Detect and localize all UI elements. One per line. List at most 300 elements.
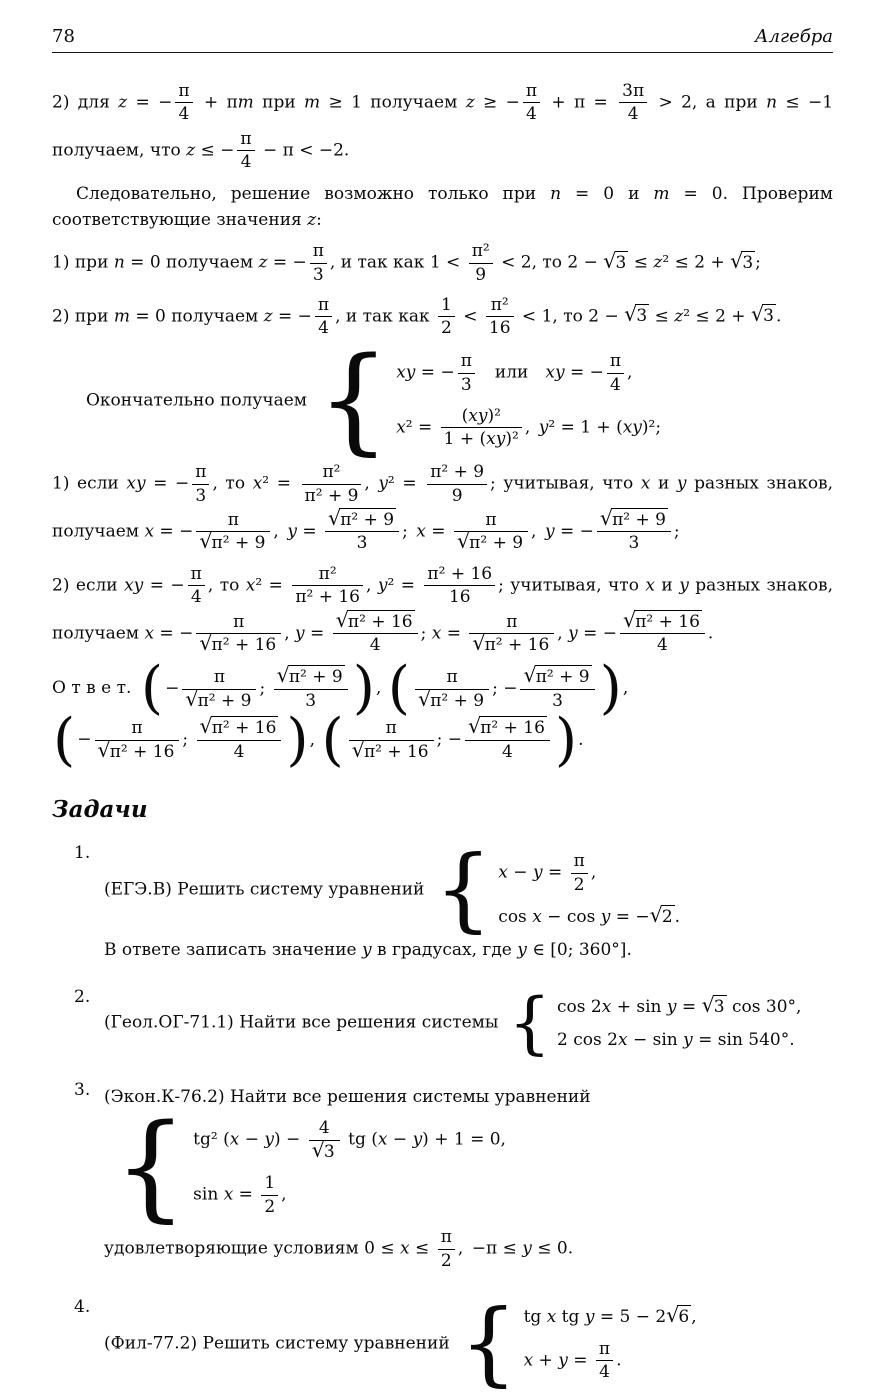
fraction (596, 1339, 613, 1383)
math-variable: x (245, 575, 256, 596)
square-root (666, 1302, 691, 1327)
tuple-content: − $\frac{\pi}{\text{√π² + 9}}$ ; $\frac{\text{√π² + 9}}{3}$ (163, 665, 353, 713)
radical-icon: √ (623, 607, 637, 632)
radical-icon: √ (649, 903, 663, 928)
math-variable: y (666, 996, 677, 1017)
equation-system (508, 984, 802, 1063)
fraction-numerator: π (438, 1227, 455, 1249)
fraction-numerator: π (196, 612, 281, 634)
answer-tuple (53, 706, 309, 773)
fraction-denominator: 4 (526, 104, 537, 125)
answer-tuple (387, 655, 622, 722)
fraction (261, 1173, 278, 1217)
radicand: π² + 16 (484, 635, 550, 656)
radicand: π² + 16 (635, 611, 700, 632)
square-root (623, 607, 702, 632)
fraction-denominator: 3 (552, 690, 563, 711)
fraction-denominator: 4 (369, 635, 381, 656)
math-variable: y (679, 575, 689, 596)
fraction-numerator: π (415, 667, 489, 689)
fraction-denominator (309, 1137, 340, 1162)
math-variable: x (252, 473, 263, 494)
math-variable: m (113, 306, 130, 327)
fraction-denominator: 2 (440, 1250, 452, 1271)
section-heading: Задачи (52, 796, 148, 824)
tuple-content: $\frac{\pi}{\text{√π² + 16}}$ ; − $\frac{\text{√π² + 16}}{4}$ (344, 716, 555, 764)
math-variable: x (144, 623, 155, 644)
math-variable: y (295, 623, 305, 644)
math-variable: xy (622, 417, 642, 438)
radicand: π² + 16 (363, 741, 429, 762)
math-variable: x (144, 521, 155, 542)
fraction-numerator: π (95, 718, 180, 740)
paragraph: 2) при m = 0 получаем z = − $\frac{\pi}{4}$ , и так как $\frac{1}{2}$ < $\frac{\text{π²}}{16}$ < 1, то 2 − √3 ≤ z² ≤ 2 + √3 . (52, 295, 782, 339)
square-root (418, 686, 486, 711)
system-rows (396, 349, 661, 452)
fraction-denominator: 4 (627, 104, 639, 125)
fraction-denominator (469, 631, 554, 656)
radicand: 6 (678, 1306, 690, 1327)
fraction (469, 241, 493, 285)
math-variable: z (186, 140, 196, 161)
math-variable: n (550, 183, 562, 204)
radical-icon: √ (624, 302, 638, 327)
fraction-denominator: 3 (312, 264, 324, 285)
math-variable: m (304, 92, 321, 113)
radical-icon: √ (351, 737, 365, 762)
math-variable: x (377, 1129, 388, 1150)
fraction (309, 1118, 340, 1162)
left-paren-icon: ( (321, 706, 344, 773)
fraction (333, 607, 418, 656)
fraction-denominator: 3 (305, 690, 317, 711)
math-variable: n (766, 92, 778, 113)
fraction (424, 564, 495, 608)
page-number: 78 (52, 26, 75, 47)
math-variable: x (416, 521, 426, 542)
math-variable: x (546, 1306, 557, 1327)
fraction (597, 506, 671, 554)
math-variable: y (568, 623, 578, 644)
math-variable: x (645, 575, 655, 596)
paragraph: О т в е т. ( − $\frac{\pi}{\text{√π² + 9}}$ ; $\frac{\text{√π² + 9}}{3}$ ) , ( $\frac{\pi}{\text{√π² + 9}}$ ; − $\frac{\text{√π² + 9}}{3}$ ) , ( − $\frac{\pi}{\text{√π² + 16}}$ ; $\frac{\text{√π² + 16}}{4}$ ) , ( $\frac{\pi}{\text{√π² + 16}}$ ; − $\frac{\text{√π² + 16}}{4}$ ) . (52, 655, 629, 773)
math-variable: y (287, 521, 297, 542)
radical-icon: √ (199, 529, 213, 554)
square-root (730, 248, 755, 273)
radical-icon: √ (97, 737, 111, 762)
radicand: π² + 9 (469, 533, 524, 554)
radicand: π² + 9 (430, 690, 485, 711)
fraction-denominator (196, 631, 281, 656)
fraction-numerator (333, 607, 418, 634)
radicand: 3 (636, 306, 648, 327)
radicand: π² + 9 (288, 667, 343, 688)
radical-icon: √ (701, 992, 715, 1017)
math-variable: y (544, 521, 555, 542)
math-variable: z (307, 209, 317, 230)
system-equation: x² = $\frac{\text{(xy)²}}{\text{1 + (xy)²}}$ , y² = 1 + (xy)²; (396, 406, 662, 450)
math-variable: xy (396, 362, 416, 383)
problem-line: удовлетворяющие условиям 0 ≤ x ≤ $\frac{\pi}{2}$ , −π ≤ y ≤ 0. (104, 1227, 574, 1271)
fraction (415, 667, 489, 711)
math-variable: xy (545, 362, 565, 383)
fraction-denominator: 2 (441, 318, 452, 339)
radicand: π² + 16 (211, 718, 277, 739)
problem-item (52, 1080, 833, 1278)
radicand: π² + 9 (612, 510, 666, 531)
system-rows (193, 1116, 506, 1219)
fraction-numerator: π² (292, 564, 363, 586)
fraction-denominator: 3 (356, 533, 368, 554)
radical-icon: √ (523, 663, 537, 688)
radical-icon: √ (468, 714, 482, 739)
radical-icon: √ (327, 506, 342, 531)
fraction (182, 667, 256, 711)
fraction (469, 612, 554, 656)
left-paren-icon: ( (387, 655, 411, 722)
radicand: 3 (742, 252, 754, 273)
math-variable: y (532, 862, 543, 883)
fraction (192, 462, 209, 506)
radical-icon: √ (185, 686, 199, 711)
math-variable: x (431, 623, 442, 644)
math-variable: x (601, 996, 612, 1017)
left-paren-icon: ( (53, 706, 76, 773)
fraction-numerator: π (188, 564, 205, 586)
system-brace-icon: { (459, 1291, 518, 1396)
math-variable: z (258, 252, 268, 273)
system-equation: tg x tg y = 5 − 2√6 , (523, 1302, 697, 1327)
math-variable: y (600, 907, 611, 928)
fraction-denominator (196, 529, 270, 554)
fraction-numerator (520, 663, 594, 689)
fraction (619, 81, 647, 125)
paragraph: 1) если xy = − $\frac{\pi}{3}$ , то x² = $\frac{\text{π²}}{\text{π² + 9}}$ , y² = $\frac{\text{π² + 9}}{9}$ ; учитывая, что x и y разных знаков, получаем x = − $\frac{\pi}{\text{√π² + 9}}$ , y = $\frac{\text{√π² + 9}}{3}$ ; x = $\frac{\pi}{\text{√π² + 9}}$ , y = − $\frac{\text{√π² + 9}}{3}$ ; (52, 462, 834, 554)
math-variable: m (653, 183, 670, 204)
problem-line (104, 1099, 833, 1234)
fraction (175, 81, 192, 125)
fraction-denominator (415, 686, 489, 711)
fraction-denominator: 4 (233, 741, 245, 762)
square-root (199, 631, 278, 656)
radical-icon: √ (276, 663, 290, 688)
fraction-numerator: π (315, 295, 332, 317)
fraction (95, 718, 180, 762)
radical-icon: √ (199, 631, 213, 656)
fraction-denominator: 4 (599, 1362, 610, 1383)
fraction-numerator (274, 663, 348, 689)
square-root (624, 302, 649, 327)
header-rule (52, 52, 833, 53)
fraction-numerator (465, 714, 550, 740)
fraction (465, 714, 550, 762)
radicand: 2 (661, 907, 673, 928)
fraction-denominator: 3 (628, 533, 640, 554)
system-brace-icon: { (317, 332, 391, 467)
right-paren-icon: ) (352, 655, 375, 722)
fraction-numerator (620, 607, 705, 634)
fraction-denominator (95, 737, 180, 762)
fraction-denominator: π² + 9 (304, 485, 359, 506)
fraction-numerator: π (469, 612, 554, 634)
math-variable: z (263, 306, 273, 327)
radical-icon: √ (472, 631, 486, 656)
fraction (441, 406, 522, 450)
paragraph: 2) для z = − $\frac{\pi}{4}$ + πm при m ≥ 1 получаем z ≥ − $\frac{\pi}{4}$ + π = $\frac{3\pi}{4}$ > 2, а при n ≤ −1 получаем, что z ≤ − $\frac{\pi}{4}$ − π < −2. (52, 81, 834, 173)
math-variable: m (237, 92, 254, 113)
problem-line: (Фил-77.2) Решить систему уравнений { tg x tg y = 5 − 2√6 , x + y = $\frac{\pi}{4}$ . (104, 1291, 697, 1396)
tuple-content: − $\frac{\pi}{\text{√π² + 16}}$ ; $\frac{\text{√π² + 16}}{4}$ (75, 716, 286, 764)
radicand: π² + 9 (340, 510, 395, 531)
fraction-numerator (197, 714, 282, 740)
fraction-numerator: π (175, 81, 192, 103)
fraction (571, 851, 588, 895)
math-variable: y (683, 1029, 693, 1050)
radical-icon: √ (311, 1137, 325, 1162)
fraction (438, 295, 455, 339)
system-rows (557, 994, 801, 1054)
fraction-numerator (597, 506, 671, 532)
fraction-denominator: 16 (448, 587, 471, 608)
system-rows (498, 849, 680, 930)
problem-line: (Геол.ОГ-71.1) Найти все решения системы { cos 2x + sin y = √3 cos 30°, 2 cos 2x − sin y = sin 540°. (104, 984, 802, 1063)
fraction-denominator (454, 529, 528, 554)
fraction-numerator: π² (302, 462, 362, 484)
fraction (325, 506, 399, 554)
fraction-denominator: 4 (610, 374, 621, 395)
fraction-numerator: π (237, 129, 254, 151)
fraction-denominator (349, 737, 434, 762)
square-root (185, 686, 253, 711)
right-paren-icon: ) (599, 655, 622, 722)
square-root (456, 529, 525, 554)
equation-system (114, 1099, 506, 1234)
system-rows (524, 1304, 697, 1385)
fraction-denominator (182, 686, 256, 711)
math-variable: y (676, 473, 687, 494)
fraction (274, 663, 348, 711)
tuple-content: $\frac{\pi}{\text{√π² + 9}}$ ; − $\frac{\text{√π² + 9}}{3}$ (410, 665, 600, 713)
problem-number: 3. (74, 1079, 91, 1100)
math-variable: y (412, 1129, 423, 1150)
fraction-denominator: 1 + (xy)² (443, 429, 519, 450)
fraction-denominator: 2 (573, 874, 585, 895)
square-root (335, 607, 415, 632)
radicand: 3 (615, 252, 627, 273)
fraction (292, 564, 363, 608)
math-variable: x (396, 417, 406, 438)
system-brace-icon: { (114, 1099, 188, 1234)
fraction-numerator: π (310, 241, 327, 263)
fraction-numerator: π (571, 851, 588, 873)
math-variable: z (465, 92, 475, 113)
problem-body (104, 1291, 833, 1396)
square-root (468, 714, 547, 739)
radicand: π² + 16 (347, 611, 413, 632)
left-paren-icon: ( (140, 655, 164, 722)
radicand: 3 (713, 996, 725, 1017)
fraction-numerator: π (192, 462, 209, 484)
fraction-numerator: π (523, 81, 540, 103)
fraction-denominator: 4 (657, 635, 668, 656)
fraction-numerator: π (454, 510, 528, 532)
square-root (603, 248, 628, 273)
square-root (750, 302, 776, 327)
page-header (52, 26, 833, 47)
paragraph: Следовательно, решение возможно только при n = 0 и m = 0. Проверим соответствующие значения z: (52, 183, 833, 230)
fraction (427, 462, 487, 506)
square-root (523, 663, 591, 688)
radical-icon: √ (418, 686, 432, 711)
fraction-denominator: 9 (475, 264, 487, 285)
fraction-denominator: π² + 16 (295, 587, 360, 608)
fraction (523, 81, 540, 125)
problem-number: 1. (74, 843, 91, 864)
square-root (276, 663, 345, 688)
radicand: π² + 16 (480, 718, 545, 739)
fraction (237, 129, 254, 173)
system-equation: cos x − cos y = −√2 . (498, 903, 681, 928)
fraction (196, 612, 281, 656)
problem-number: 2. (74, 987, 91, 1008)
system-equation: sin x = $\frac{1}{2}$ , (193, 1173, 287, 1217)
math-variable: y (264, 1129, 275, 1150)
system-equation: x + y = $\frac{\pi}{4}$ . (523, 1338, 622, 1383)
system-equation: xy = − $\frac{\pi}{3}$ или xy = − $\frac{\pi}{4}$ , (396, 351, 633, 395)
fraction (520, 663, 594, 711)
fraction-numerator: π (607, 351, 624, 373)
math-variable: x (498, 862, 508, 883)
radical-icon: √ (335, 607, 349, 632)
math-variable: x (523, 1350, 534, 1371)
fraction-denominator: 4 (190, 587, 202, 608)
math-variable: x (400, 1238, 410, 1259)
paragraph: 1) при n = 0 получаем z = − $\frac{\pi}{3}$ , и так как 1 < $\frac{\text{π²}}{9}$ < 2, то 2 − √3 ≤ z² ≤ 2 + √3 ; (52, 241, 761, 285)
fraction-numerator: π (596, 1339, 613, 1361)
math-variable: z (653, 252, 663, 273)
square-root (351, 737, 431, 762)
fraction-numerator: (xy)² (441, 406, 522, 428)
fraction (188, 564, 205, 608)
fraction (620, 607, 705, 656)
system-equation: x − y = $\frac{\pi}{2}$ , (498, 851, 597, 895)
math-variable: z (118, 92, 128, 113)
math-variable: xy (124, 575, 144, 596)
square-root (701, 992, 727, 1017)
math-variable: z (674, 306, 684, 327)
fraction-numerator: π (182, 667, 256, 689)
fraction-denominator: 4 (240, 152, 252, 173)
radical-icon: √ (666, 1302, 680, 1327)
fraction-denominator: 9 (451, 485, 463, 506)
fraction-denominator: 2 (264, 1196, 276, 1217)
math-variable: y (377, 575, 388, 596)
fraction (196, 510, 270, 554)
radicand: π² + 16 (109, 741, 175, 762)
answer-tuple (321, 706, 578, 773)
math-variable: xy (486, 429, 506, 450)
fraction (454, 510, 528, 554)
radical-icon: √ (603, 248, 617, 273)
fraction (197, 714, 282, 762)
fraction-denominator: 4 (502, 741, 513, 762)
fraction (458, 351, 475, 395)
chapter-title: Алгебра (754, 26, 833, 47)
radical-icon: √ (199, 714, 213, 739)
fraction-numerator: π² + 9 (427, 462, 487, 484)
fraction-denominator: 3 (195, 485, 207, 506)
fraction-numerator: π (196, 510, 270, 532)
right-paren-icon: ) (286, 706, 309, 773)
system-brace-icon: { (434, 837, 493, 943)
fraction (310, 241, 327, 285)
fraction (486, 295, 514, 339)
square-root (199, 529, 267, 554)
math-variable: y (517, 939, 527, 960)
fraction-numerator: π² + 16 (424, 564, 495, 586)
math-variable: x (223, 1184, 234, 1205)
radical-icon: √ (599, 506, 614, 531)
content (52, 79, 834, 1396)
math-variable: y (362, 939, 372, 960)
problem-line: (Экон.К-76.2) Найти все решения системы уравнений (104, 1086, 591, 1107)
fraction-denominator: 4 (178, 104, 190, 125)
square-root (199, 714, 279, 739)
math-variable: y (378, 473, 388, 494)
fraction (607, 351, 624, 395)
problem-line: В ответе записать значение y в градусах, где y ∈ [0; 360°]. (104, 939, 632, 960)
problem-body (104, 837, 833, 967)
problem-line: (ЕГЭ.В) Решить систему уравнений { x − y = $\frac{\pi}{2}$ , cos x − cos y = −√2 . (104, 837, 681, 943)
fraction-numerator: π (349, 718, 434, 740)
fraction (438, 1227, 455, 1271)
system-brace-icon: { (508, 984, 552, 1063)
math-variable: n (113, 252, 125, 273)
fraction-denominator: 4 (318, 318, 329, 339)
fraction-denominator: 3 (460, 374, 472, 395)
equation-system (434, 837, 681, 943)
radicand: π² + 9 (535, 667, 590, 688)
fraction-numerator (325, 506, 399, 532)
math-variable: y (538, 417, 549, 438)
fraction-numerator: 1 (438, 295, 455, 317)
problem-item (52, 984, 833, 1063)
radicand: 3 (763, 306, 774, 327)
math-variable: y (558, 1350, 568, 1371)
problem-item (52, 837, 833, 967)
math-variable: y (584, 1306, 595, 1327)
square-root (472, 631, 551, 656)
equation-system (459, 1291, 697, 1396)
math-variable: x (640, 473, 651, 494)
fraction (349, 718, 434, 762)
math-variable: x (617, 1029, 628, 1050)
square-root (599, 506, 668, 531)
fraction (302, 462, 362, 506)
radicand: π² + 9 (197, 690, 252, 711)
square-root (311, 1137, 337, 1162)
math-variable: y (522, 1238, 532, 1259)
square-root (327, 506, 396, 531)
system-equation: 2 cos 2x − sin y = sin 540°. (557, 1029, 795, 1050)
fraction-numerator: π² (469, 241, 493, 263)
radicand: 3 (323, 1141, 335, 1162)
problem-number: 4. (74, 1297, 91, 1318)
fraction-denominator: 16 (488, 318, 511, 339)
system-equation: tg² (x − y) − $\frac{4}{√3}$ tg (x − y) + 1 = 0, (193, 1118, 506, 1162)
math-variable: x (229, 1129, 240, 1150)
fraction-numerator: π (458, 351, 475, 373)
